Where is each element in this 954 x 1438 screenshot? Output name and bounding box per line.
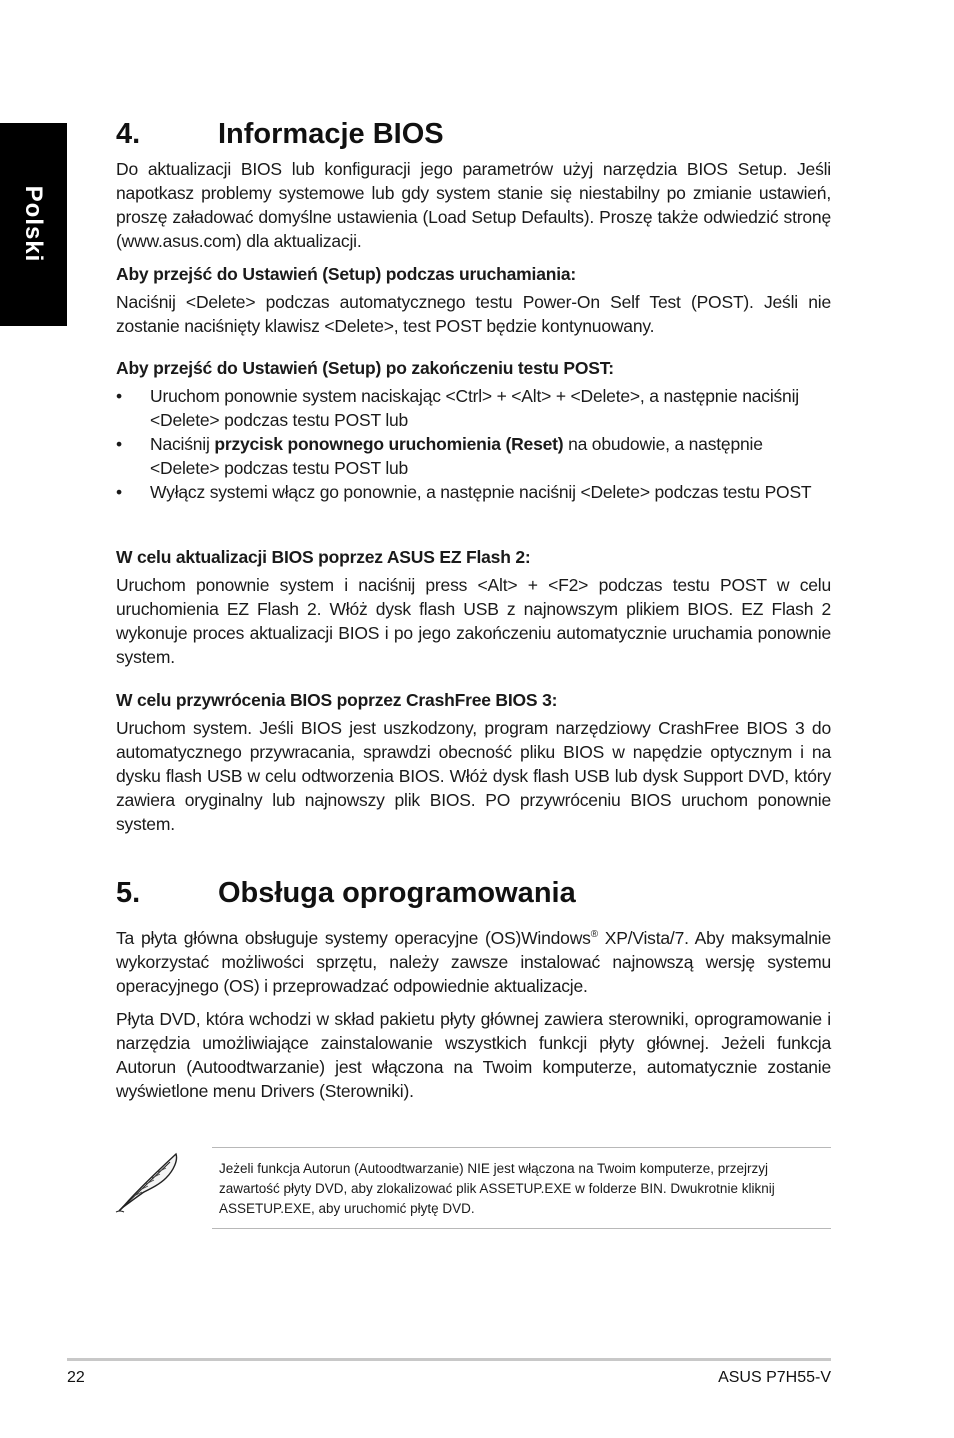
bullet-icon: •: [116, 386, 122, 406]
list-item: • Uruchom ponownie system naciskając <Ctrl> + <Alt> + <Delete>, a następnie naciśnij <Delete> podczas testu POST lub: [116, 386, 799, 430]
setup-boot-block: [116, 263, 831, 338]
ez-flash-heading: W celu aktualizacji BIOS poprzez ASUS EZ Flash 2:: [116, 547, 531, 567]
setup-after-post-heading: Aby przejść do Ustawień (Setup) po zakończeniu testu POST:: [116, 358, 614, 378]
section-4-intro: Do aktualizacji BIOS lub konfiguracji jego parametrów użyj narzędzia BIOS Setup. Jeśli napotkasz problemy systemowe lub gdy system stanie się niestabilny po zmianie ustawień, proszę załadować domyślne ustawienia (Load Setup Defaults). Proszę także odwiedzić stronę (www.asus.com) dla aktualizacji.: [116, 159, 831, 251]
crashfree-block: [116, 689, 831, 836]
reset-button-emphasis: przycisk ponownego uruchomienia (Reset): [214, 434, 564, 454]
ez-flash-text: Uruchom ponownie system i naciśnij press <Alt> + <F2> podczas testu POST w celu uruchomienia EZ Flash 2. Włóż dysk flash USB z najnowszym plikiem BIOS. EZ Flash 2 wykonuje proces aktualizacji BIOS i po jego zakończeniu automatycznie uruchamia ponownie system.: [116, 575, 831, 667]
setup-after-post-list: [116, 384, 831, 504]
footer-divider: [67, 1358, 831, 1361]
language-tab-label: Polski: [20, 185, 47, 263]
section-5-body: [116, 923, 831, 1103]
section-5-title: [116, 876, 576, 910]
bullet-icon: •: [116, 482, 122, 502]
section-4-intro-block: [116, 157, 831, 253]
setup-boot-heading: Aby przejść do Ustawień (Setup) podczas uruchamiania:: [116, 264, 577, 284]
ez-flash-block: [116, 546, 831, 669]
section-5-number: 5.: [116, 877, 141, 909]
section-5-paragraph-2: Płyta DVD, która wchodzi w skład pakietu płyty głównej zawiera sterowniki, oprogramowanie i narzędzia umożliwiające zainstalowanie wszystkich funkcji płyty głównej. Jeżeli funkcja Autorun (Autoodtwarzanie) jest włączona na Twoim komputerze, automatycznie zostanie wyświetlone menu Drivers (Sterowniki).: [116, 1008, 831, 1101]
setup-after-post-block: [116, 357, 831, 504]
product-name: ASUS P7H55-V: [718, 1369, 831, 1386]
crashfree-heading: W celu przywrócenia BIOS poprzez CrashFree BIOS 3:: [116, 690, 558, 710]
note-text: Jeżeli funkcja Autorun (Autoodtwarzanie) NIE jest włączona na Twoim komputerze, przejrzyj zawartość płyty DVD, aby zlokalizować plik ASSETUP.EXE w folderze BIN. Dwukrotnie kliknij ASSETUP.EXE, aby uruchomić płytę DVD.: [219, 1161, 775, 1216]
feather-pen-icon: [114, 1150, 184, 1214]
page-number: 22: [67, 1369, 85, 1386]
section-4-title-text: Informacje BIOS: [218, 118, 444, 150]
section-4-title: [116, 117, 444, 151]
crashfree-text: Uruchom system. Jeśli BIOS jest uszkodzony, program narzędziowy CrashFree BIOS 3 do automatycznego przywracania, sprawdzi obecność pliku BIOS w napędzie optycznym i na dysku flash USB w celu odtworzenia BIOS. Włóż dysk flash USB lub dysk Support DVD, który zawiera oryginalny lub najnowszy plik BIOS. PO przywróceniu BIOS uruchom ponownie system.: [116, 718, 831, 834]
note-box: [212, 1147, 831, 1229]
registered-mark: ®: [590, 929, 598, 940]
bullet-icon: •: [116, 434, 122, 454]
list-item: • Naciśnij przycisk ponownego uruchomienia (Reset) na obudowie, a następnie <Delete> podczas testu POST lub: [116, 434, 763, 478]
setup-boot-text: Naciśnij <Delete> podczas automatycznego testu Power-On Self Test (POST). Jeśli nie zostanie naciśnięty klawisz <Delete>, test POST będzie kontynuowany.: [116, 292, 831, 336]
list-item: • Wyłącz systemi włącz go ponownie, a następnie naciśnij <Delete> podczas testu POST: [116, 482, 812, 502]
section-5-title-text: Obsługa oprogramowania: [218, 877, 576, 909]
section-4-number: 4.: [116, 118, 141, 150]
section-5-paragraph-1: Ta płyta główna obsługuje systemy operacyjne (OS)Windows® XP/Vista/7. Aby maksymalnie wykorzystać możliwości sprzętu, należy zawsze instalować najnowszą wersję systemu operacyjnego (OS) i przeprowadzać odpowiednie aktualizacje.: [116, 927, 832, 996]
language-side-tab: [0, 123, 67, 326]
